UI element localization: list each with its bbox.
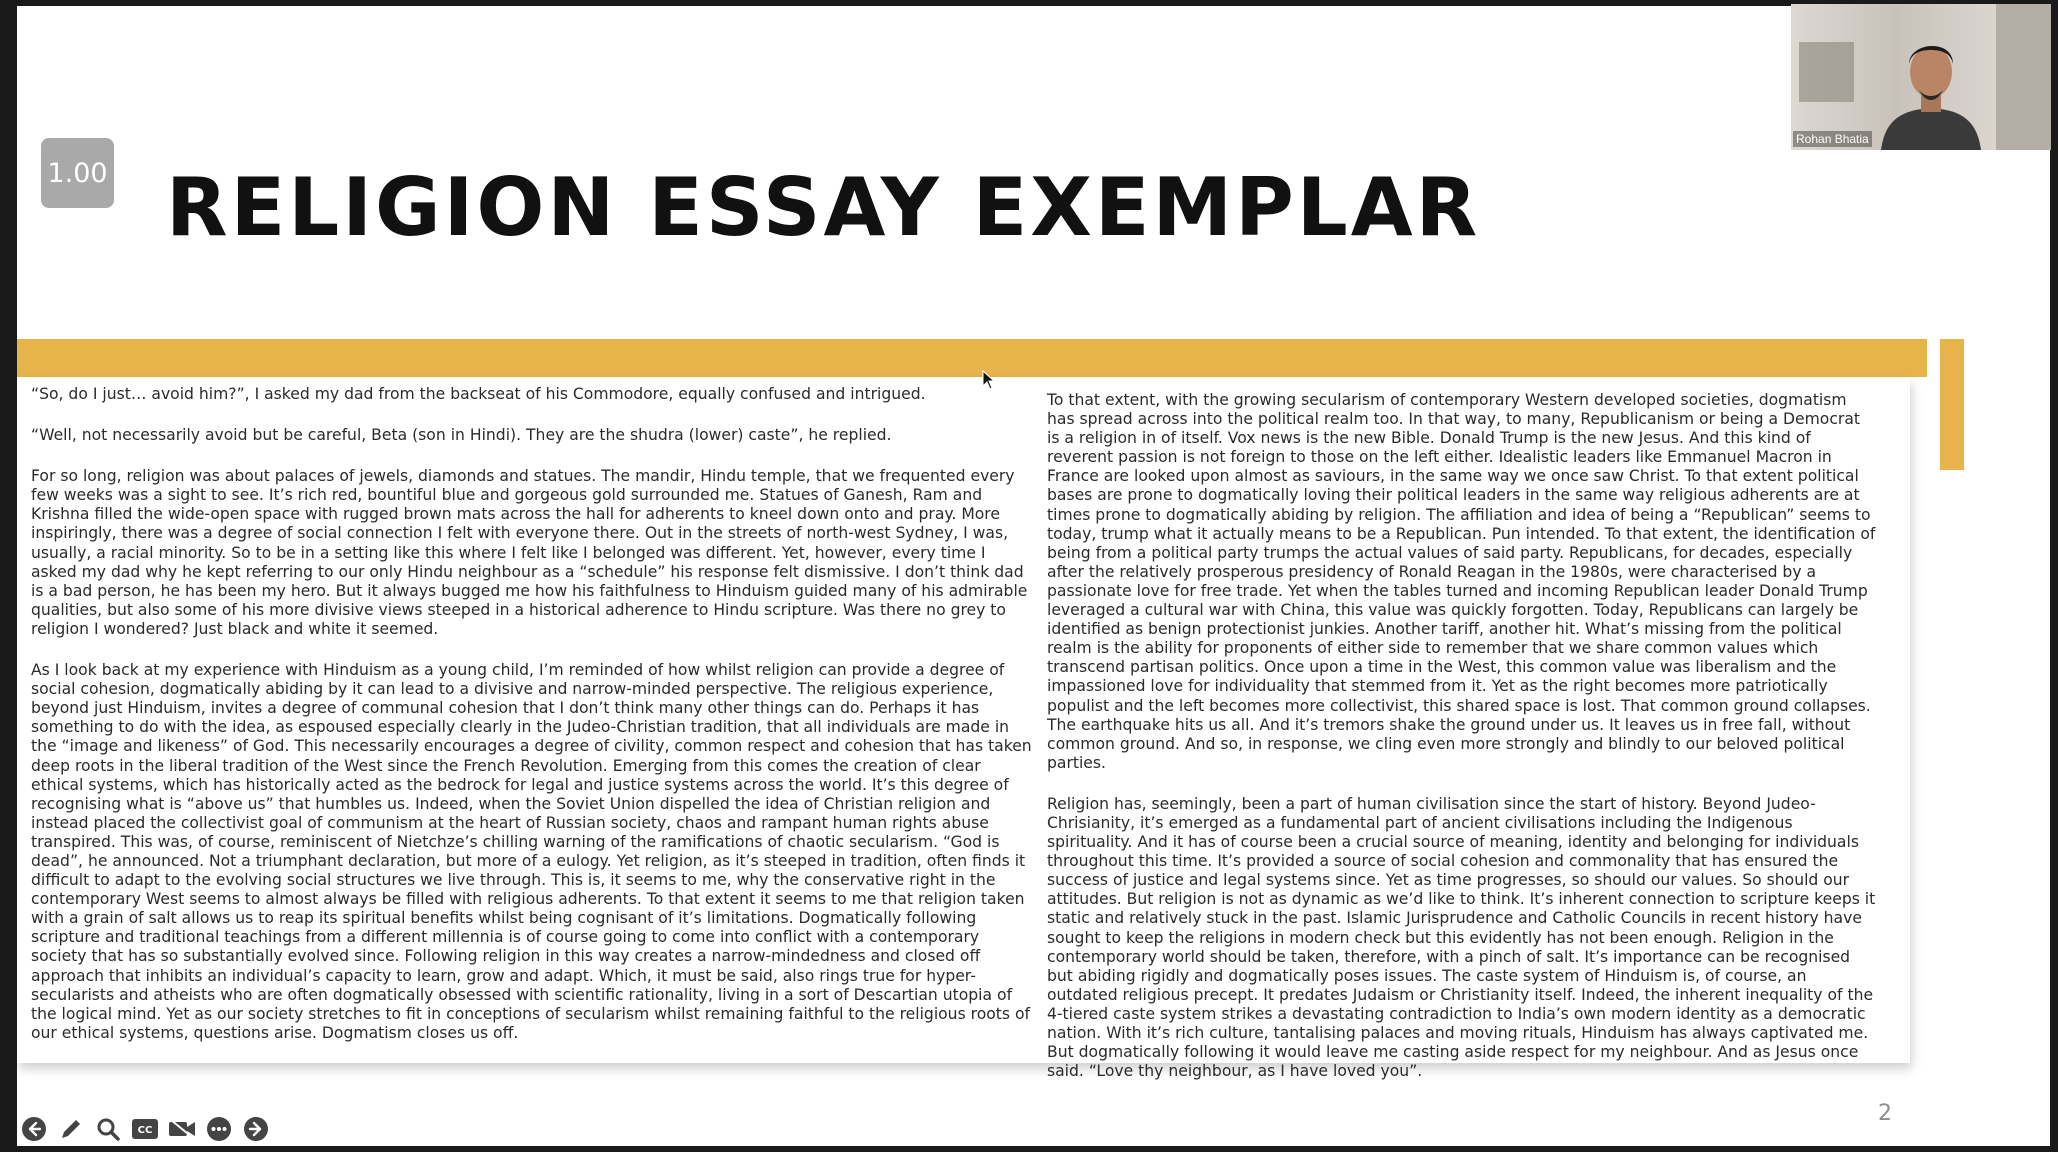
essay-paragraph: For so long, religion was about palaces of jewels, diamonds and statues. The mandir, Hindu temple, that we frequented every few weeks was a sight to see. It’s rich red, bountiful blue and gorgeous gold surrounded me. Statues of Ganesh, Ram and Krishna filled the wide-open space with rugged brown mats across the hall for adherents to kneel down onto and pray. More inspiringly, there was a degree of social connection I felt with everyone there. Out in the streets of north-west Sydney, I was, usually, a racial minority. So to be in a setting like this where I felt like I belonged was different. Yet, however, every time I asked my dad why he kept referring to our only Hindu neighbour as a “schedule” his response felt dismissive. I don’t think dad is a bad person, he has been my hero. But it always bugged me how his faithfulness to Hinduism guided many of his admirable qualities, but also some of his more divisive views steeped in a historical adherence to Hindu scripture. Was there no grey to religion I wondered? Just black and white it seemed. xyxy=(31,467,1028,638)
svg-text:CC: CC xyxy=(137,1125,153,1136)
video-background-door xyxy=(1996,4,2051,150)
forward-arrow-icon[interactable] xyxy=(241,1114,271,1144)
essay-right-column xyxy=(1047,391,1877,1103)
pen-icon[interactable] xyxy=(56,1114,86,1144)
video-background-shelf xyxy=(1799,42,1854,102)
zoom-level-badge: 1.00 xyxy=(41,138,114,208)
essay-paragraph: Religion has, seemingly, been a part of human civilisation since the start of history. Beyond Judeo-Chrisianity, it’s emerged as a fundamental part of ancient civilisations including the Indigenous spirituality. And it has of course been a crucial source of meaning, identity and belonging for individuals throughout this time. It’s provided a source of social cohesion and commonality that has ensured the success of justice and legal systems since. Yet as time progresses, so should our values. So should our attitudes. But religion is not as dynamic as we’d like to think. It’s inherent connection to scripture keeps it static and relatively stuck in the past. Islamic Jurisprudence and Catholic Councils in recent history have sought to keep the religions in modern check but this evidently has not been enough. Religion in the contemporary world should be taken, therefore, with a pinch of salt. It’s importance can be recognised but abiding rigidly and dogmatically poses issues. The caste system of Hinduism is, of course, an outdated religious precept. It predates Judaism or Christianity itself. Indeed, the inherent inequality of the 4-tiered caste system strikes a devastating contradiction to India’s own modern identity as a democratic nation. With it’s rich culture, tantalising palaces and moving rituals, Hinduism has always captivated me. But dogmatically following it would leave me casting aside respect for my neighbour. And as Jesus once said. “Love thy neighbour, as I have loved you”. xyxy=(1047,794,1876,1081)
zoom-icon[interactable] xyxy=(93,1114,123,1144)
essay-card xyxy=(17,377,1910,1081)
more-icon[interactable] xyxy=(204,1114,234,1144)
slide-title: RELIGION ESSAY EXEMPLAR xyxy=(166,161,1481,254)
video-off-icon[interactable] xyxy=(167,1114,197,1144)
page-number: 2 xyxy=(1878,1101,1892,1126)
presentation-slide xyxy=(17,6,2050,1146)
captions-icon[interactable] xyxy=(130,1114,160,1144)
essay-paragraph: “Well, not necessarily avoid but be careful, Beta (son in Hindi). They are the shudra (lower) caste”, he replied. xyxy=(31,426,892,445)
presentation-toolbar xyxy=(19,1112,271,1146)
participant-video-tile[interactable] xyxy=(1791,4,2051,150)
essay-paragraph: To that extent, with the growing secularism of contemporary Western developed societies, dogmatism has spread across into the political realm too. In that way, to many, Republicanism or being a Democrat is a religion in of itself. Vox news is the new Bible. Donald Trump is the new Jesus. And this kind of reverent passion is not foreign to those on the left either. Idealistic leaders like Emmanuel Macron in France are looked upon almost as saviours, in the same way we once saw Christ. To that extent political bases are prone to dogmatically loving their political leaders in the same way religious adherents are at times prone to dogmatically abiding by religion. The affiliation and idea of being a “Republican” seems to today, trump what it actually means to be a Republican. Pun intended. To that extent, the identification of being from a political party trumps the actual values of said party. Republicans, for decades, especially after the relatively prosperous presidency of Ronald Reagan in the 1980s, were characterised by a passionate love for free trade. Yet when the tables turned and incoming Republican leader Donald Trump leveraged a cultural war with China, this value was quickly forgotten. Today, Republicans can largely be identified as benign protectionist junkies. Another tariff, another hit. What’s missing from the political realm is the ability for proponents of either side to remember that we share common values which transcend partisan politics. Once upon a time in the West, this common value was liberalism and the impassioned love for individuality that stemmed from it. Yet as the right becomes more patriotically populist and the left becomes more collectivist, this shared space is lost. That common ground collapses. The earthquake hits us all. And it’s tremors shake the ground under us. It leaves us in free fall, without common ground. And so, in response, we cling even more strongly and blindly to our beloved political parties. xyxy=(1047,391,1876,772)
back-arrow-icon[interactable] xyxy=(19,1114,49,1144)
essay-paragraph: As I look back at my experience with Hinduism as a young child, I’m reminded of how whilst religion can provide a degree of social cohesion, dogmatically abiding by it can lead to a divisive and narrow-minded perspective. The religious experience, beyond just Hinduism, invites a degree of communal cohesion that I don’t think many other things can do. Perhaps it has something to do with the idea, as espoused especially clearly in the Judeo-Christian tradition, that all individuals are made in the “image and likeness” of God. This necessarily encourages a degree of civility, common respect and cohesion that has taken deep roots in the liberal tradition of the West since the French Revolution. Emerging from this comes the creation of clear ethical systems, which has historically acted as the bedrock for legal and justice systems across the world. It’s this degree of recognising what is “above us” that humbles us. Indeed, when the Soviet Union dispelled the idea of Christian religion and instead placed the collectivist goal of communism at the heart of Russian society, chaos and rampant human rights abuse transpired. This was, of course, reminiscent of Nietchze’s chilling warning of the ramifications of chaotic secularism. “God is dead”, he announced. Not a triumphant declaration, but more of a eulogy. Yet religion, as it’s steeped in tradition, often finds it difficult to adapt to the evolving social structures we live through. This is, it seems to me, why the conservative right in the contemporary West seems to almost always be filled with religious adherents. To that extent it seems to me that religion taken with a grain of salt allows us to reap its spiritual benefits whilst being cognisant of it’s limitations. Dogmatically following scripture and traditional teachings from a different millennia is of course going to come into conflict with a contemporary society that has so substantially evolved since. Following religion in this way creates a narrow-mindedness and closed off approach that inhibits an individual’s capacity to learn, grow and adapt. Which, it must be said, also rings true for hyper-secularists and atheists who are often dogmatically obsessed with scientific rationality, living in a sort of Descartian utopia of the logical mind. Yet as our society stretches to fit in conceptions of secularism whilst remaining faithful to the religious roots of our ethical systems, questions arise. Dogmatism closes us off. xyxy=(31,661,1032,1042)
essay-left-column xyxy=(31,385,1036,1065)
participant-name-label: Rohan Bhatia xyxy=(1793,131,1872,147)
accent-tab xyxy=(1940,339,1964,470)
participant-avatar xyxy=(1871,24,1991,150)
accent-band xyxy=(17,339,1927,377)
essay-paragraph: “So, do I just… avoid him?”, I asked my dad from the backseat of his Commodore, equally confused and intrigued. xyxy=(31,385,926,403)
